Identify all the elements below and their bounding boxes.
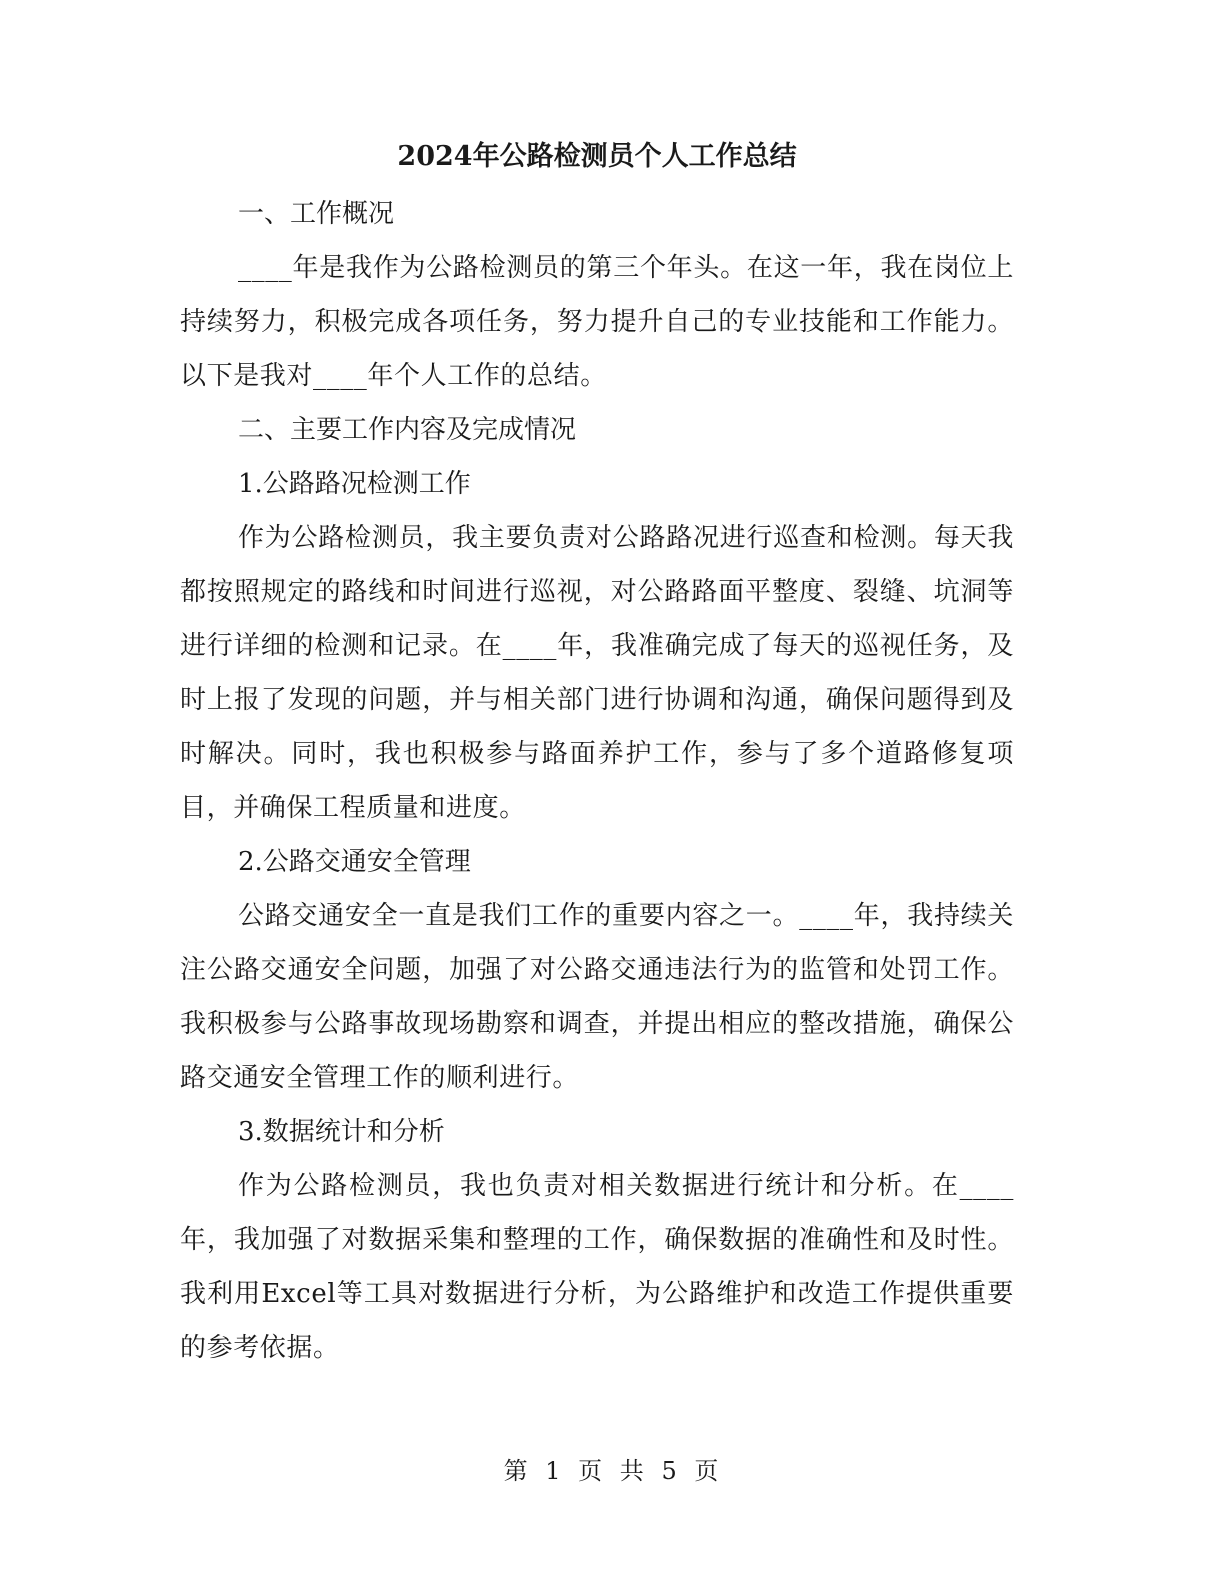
paragraph-data-analysis: 作为公路检测员，我也负责对相关数据进行统计和分析。在____年，我加强了对数据采集和整理的工作，确保数据的准确性和及时性。我利用Excel等工具对数据进行分析，为公路维护和改造工作提供重要的参考依据。 bbox=[180, 1171, 1014, 1363]
subheading-data-analysis: 3.数据统计和分析 bbox=[238, 1117, 445, 1147]
section-heading-main-work: 二、主要工作内容及完成情况 bbox=[238, 415, 577, 445]
subheading-road-inspection: 1.公路路况检测工作 bbox=[238, 469, 471, 499]
section-heading-overview: 一、工作概况 bbox=[238, 199, 395, 229]
paragraph-traffic-safety: 公路交通安全一直是我们工作的重要内容之一。____年，我持续关注公路交通安全问题，加强了对公路交通违法行为的监管和处罚工作。我积极参与公路事故现场勘察和调查，并提出相应的整改措施，确保公路交通安全管理工作的顺利进行。 bbox=[180, 901, 1014, 1093]
subheading-traffic-safety: 2.公路交通安全管理 bbox=[238, 847, 471, 877]
document-body bbox=[180, 127, 1014, 1375]
paragraph-overview: ____年是我作为公路检测员的第三个年头。在这一年，我在岗位上持续努力，积极完成各项任务，努力提升自己的专业技能和工作能力。以下是我对____年个人工作的总结。 bbox=[180, 253, 1014, 391]
paragraph-road-inspection: 作为公路检测员，我主要负责对公路路况进行巡查和检测。每天我都按照规定的路线和时间进行巡视，对公路路面平整度、裂缝、坑洞等进行详细的检测和记录。在____年，我准确完成了每天的巡视任务，及时上报了发现的问题，并与相关部门进行协调和沟通，确保问题得到及时解决。同时，我也积极参与路面养护工作，参与了多个道路修复项目，并确保工程质量和进度。 bbox=[180, 523, 1014, 823]
page-footer: 第 1 页 共 5 页 bbox=[503, 1457, 721, 1485]
document-title: 2024年公路检测员个人工作总结 bbox=[397, 141, 797, 172]
